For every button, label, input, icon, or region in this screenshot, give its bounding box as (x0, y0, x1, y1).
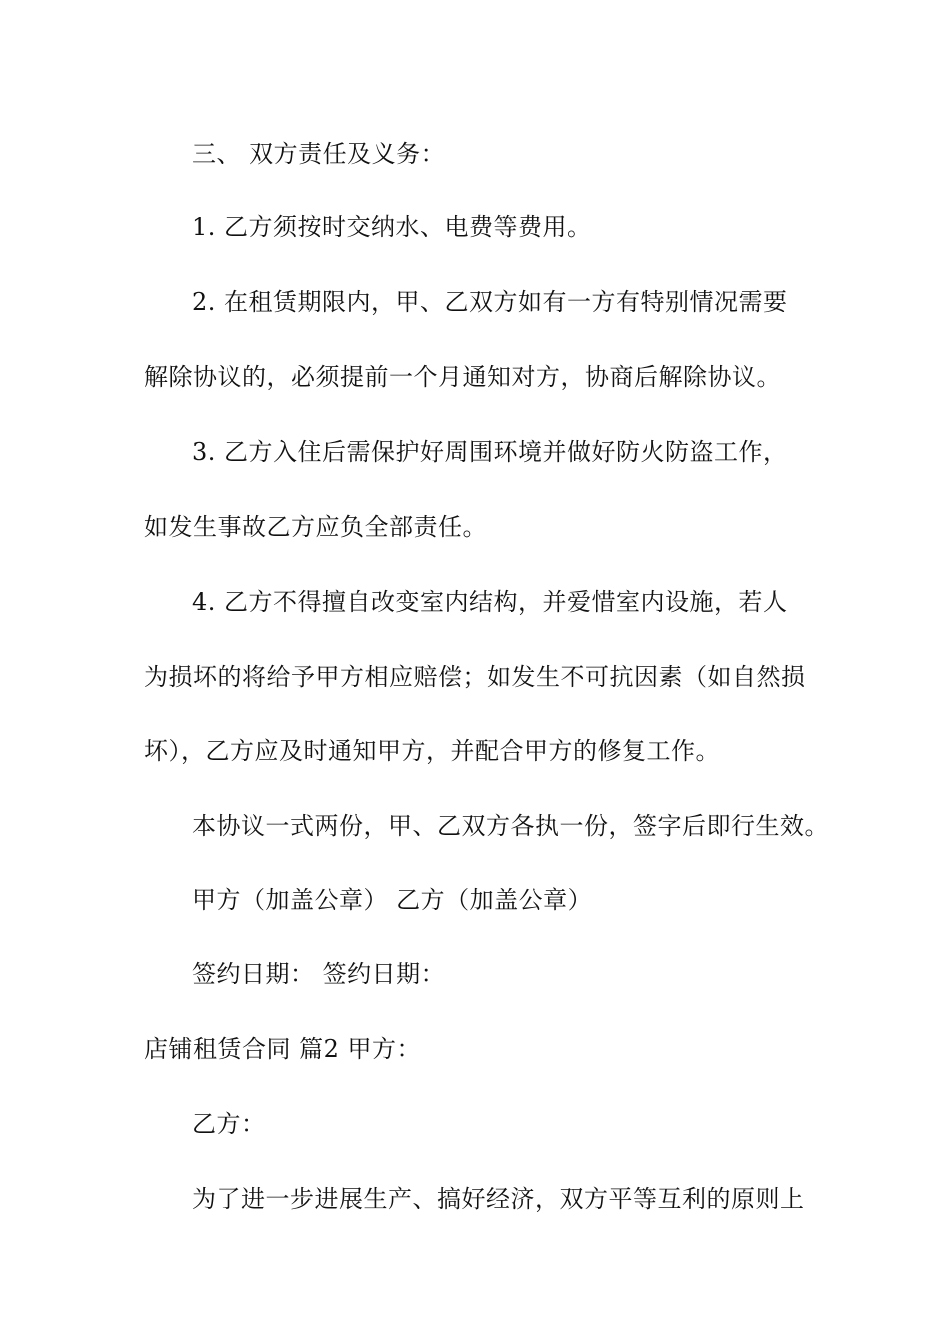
signing-date-line: 签约日期： 签约日期： (192, 960, 446, 988)
clause-3-line-2: 如发生事故乙方应负全部责任。 (144, 513, 487, 541)
section-heading-responsibilities: 三、 双方责任及义务： (192, 140, 446, 168)
clause-4-line-1: 4. 乙方不得擅自改变室内结构，并爱惜室内设施，若人 (192, 588, 788, 616)
contract-2-preamble: 为了进一步进展生产、搞好经济，双方平等互利的原则上 (192, 1185, 805, 1213)
agreement-copies-statement: 本协议一式两份，甲、乙双方各执一份，签字后即行生效。 (192, 812, 829, 840)
clause-4-line-2: 为损坏的将给予甲方相应赔偿；如发生不可抗因素（如自然损 (144, 663, 806, 691)
clause-2-line-2: 解除协议的，必须提前一个月通知对方，协商后解除协议。 (144, 363, 781, 391)
clause-2-line-1: 2. 在租赁期限内，甲、乙双方如有一方有特别情况需要 (192, 288, 788, 316)
party-seal-line: 甲方（加盖公章） 乙方（加盖公章） (192, 886, 593, 914)
contract-2-title: 店铺租赁合同 篇2 甲方： (144, 1035, 422, 1063)
clause-4-line-3: 坏），乙方应及时通知甲方，并配合甲方的修复工作。 (144, 737, 720, 765)
clause-3-line-1: 3. 乙方入住后需保护好周围环境并做好防火防盗工作， (192, 438, 788, 466)
party-b-label: 乙方： (192, 1110, 266, 1138)
clause-1: 1. 乙方须按时交纳水、电费等费用。 (192, 213, 592, 241)
